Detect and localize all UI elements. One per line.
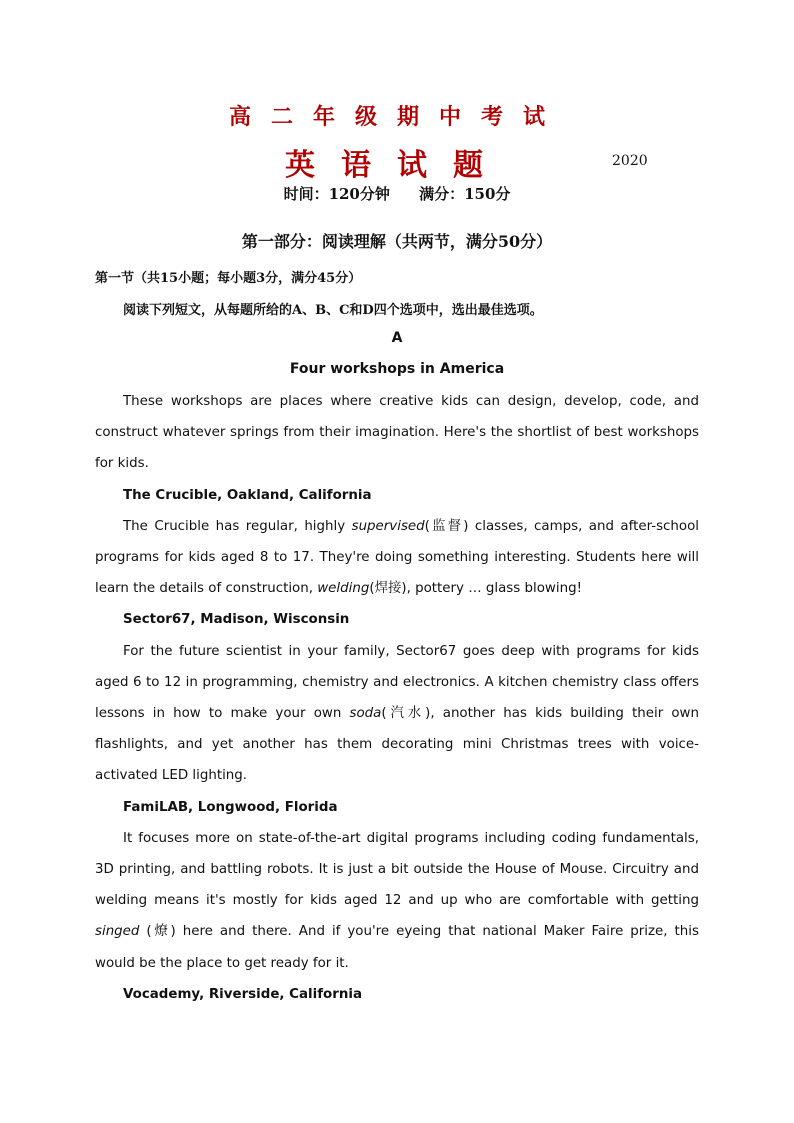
paragraph-text: For the future scientist in your family, Sector67 goes deep with programs for kids aged 6 to 12 in programming, chemistry and electronics. A kitchen chemistry class offers lessons in how to make your own (95, 643, 699, 722)
section-title: 第一节（共15小题；每小题3分，满分45分） (95, 271, 362, 286)
italic-word: singed (95, 924, 140, 940)
paragraph-text: (汽水), another has kids building their own flashlights, and yet another has them decorating mini Christmas trees with voice-activated LED lighting. (95, 706, 700, 784)
time-label: 时间：120分钟 (283, 185, 390, 203)
score-label: 满分：150分 (419, 185, 511, 203)
exam-year: 2020 (612, 153, 648, 169)
workshop-paragraph (95, 636, 699, 792)
passage-body (95, 386, 699, 1010)
workshop-heading: FamiLAB, Longwood, Florida (123, 799, 338, 815)
paragraph-text: (焊接), pottery … glass blowing! (369, 581, 582, 597)
italic-word: welding (317, 581, 370, 597)
passage-intro: These workshops are places where creative kids can design, develop, code, and construct whatever springs from their imagination. Here's the shortlist of best workshops for kids. (95, 394, 699, 472)
passage-letter: A (391, 330, 403, 346)
paragraph-text: (监督) classes, camps, and after-school programs for kids aged 8 to 17. They're doing something interesting. Students here will learn the details of construction, (95, 518, 700, 597)
subject-title: 英语试题 (285, 148, 509, 183)
italic-word: supervised (351, 518, 425, 534)
workshop-heading: The Crucible, Oakland, California (123, 487, 372, 503)
workshop-paragraph (95, 823, 699, 979)
workshop-heading: Vocademy, Riverside, California (123, 986, 362, 1002)
instruction: 阅读下列短文，从每题所给的A、B、C和D四个选项中，选出最佳选项。 (123, 303, 543, 318)
paragraph-text: (燎) here and there. And if you're eyeing that national Maker Faire prize, this would be the place to get ready for it. (95, 924, 699, 971)
paragraph-text: The Crucible has regular, highly (123, 518, 352, 534)
workshop-paragraph (95, 511, 699, 605)
italic-word: soda (349, 706, 382, 722)
workshop-heading: Sector67, Madison, Wisconsin (123, 612, 350, 628)
exam-title: 高二年级期中考试 (228, 104, 565, 130)
paragraph-text: It focuses more on state-of-the-art digital programs including coding fundamentals, 3D printing, and battling robots. It is just a bit outside the House of Mouse. Circuitry and welding means it's mostly for kids aged 12 and up who are comfortable with getting (95, 830, 699, 909)
passage-title: Four workshops in America (289, 361, 505, 377)
part-one-title: 第一部分：阅读理解（共两节，满分50分） (241, 232, 553, 251)
exam-info (0, 183, 794, 204)
